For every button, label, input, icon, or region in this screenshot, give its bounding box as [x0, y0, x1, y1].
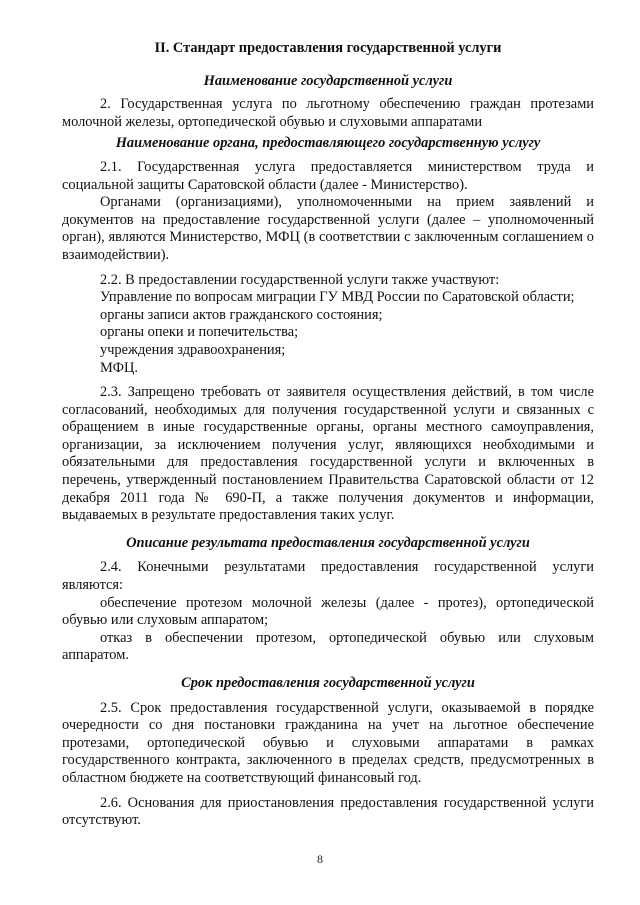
document-page: [62, 40, 594, 830]
heading-term: Срок предоставления государственной услуги: [181, 675, 475, 691]
list-item-2-2-b: органы записи актов гражданского состояния;: [100, 306, 383, 323]
list-item-2-4-a: обеспечение протезом молочной железы (далее - протез), ортопедической обувью или слуховым аппаратом;: [62, 594, 594, 629]
list-item-2-2-a: Управление по вопросам миграции ГУ МВД России по Саратовской области;: [100, 289, 575, 306]
paragraph-2-2: 2.2. В предоставлении государственной услуги также участвуют:: [100, 271, 500, 288]
paragraph-2-5: 2.5. Срок предоставления государственной услуги, оказываемой в порядке очередности со дня постановки гражданина на учет на льготное обеспечение протезами, ортопедической обувью и слуховыми аппаратами в рамках государственного контракта, заключенного в пределах средств, предусмотренных в областном бюджете на соответствующий финансовый год.: [62, 699, 594, 786]
heading-service-name: Наименование государственной услуги: [203, 72, 453, 89]
list-item-2-2-d: учреждения здравоохранения;: [100, 341, 286, 358]
paragraph-2-3: 2.3. Запрещено требовать от заявителя осуществления действий, в том числе согласований, необходимых для получения государственной услуги и связанных с обращением в иные государственные органы, органы местного самоуправления, организации, за исключением получения услуг, являющихся необходимыми и обязательными для предоставления государственной услуги и включенных в перечень, утвержденный постановлением Правительства Саратовской области от 12 декабря 2011 года № 690-П, а также получения документов и информации, выдаваемых в результате предоставления таких услуг.: [62, 384, 594, 524]
page-number: 8: [317, 852, 323, 866]
list-item-2-4-b: отказ в обеспечении протезом, ортопедической обувью или слуховым аппаратом.: [62, 629, 594, 664]
paragraph-2-1-b: Органами (организациями), уполномоченными на прием заявлений и документов на предоставление государственной услуги (далее – уполномоченный орган), являются Министерство, МФЦ (в соответствии с заключенным соглашением о взаимодействии).: [62, 194, 594, 263]
heading-agency-name: Наименование органа, предоставляющего государственную услугу: [115, 135, 541, 152]
paragraph-2: 2. Государственная услуга по льготному обеспечению граждан протезами молочной железы, ортопедической обувью и слуховыми аппаратами: [62, 96, 594, 130]
paragraph-2-4: 2.4. Конечными результатами предоставления государственной услуги являются:: [62, 559, 594, 594]
list-item-2-2-e: МФЦ.: [100, 359, 138, 376]
section-title: II. Стандарт предоставления государственной услуги: [154, 40, 502, 56]
paragraph-2-1: 2.1. Государственная услуга предоставляется министерством труда и социальной защиты Саратовской области (далее - Министерство).: [62, 158, 594, 193]
paragraph-2-6: 2.6. Основания для приостановления предоставления государственной услуги отсутствуют.: [62, 794, 594, 829]
list-item-2-2-c: органы опеки и попечительства;: [100, 324, 299, 341]
heading-result: Описание результата предоставления государственной услуги: [126, 534, 530, 551]
